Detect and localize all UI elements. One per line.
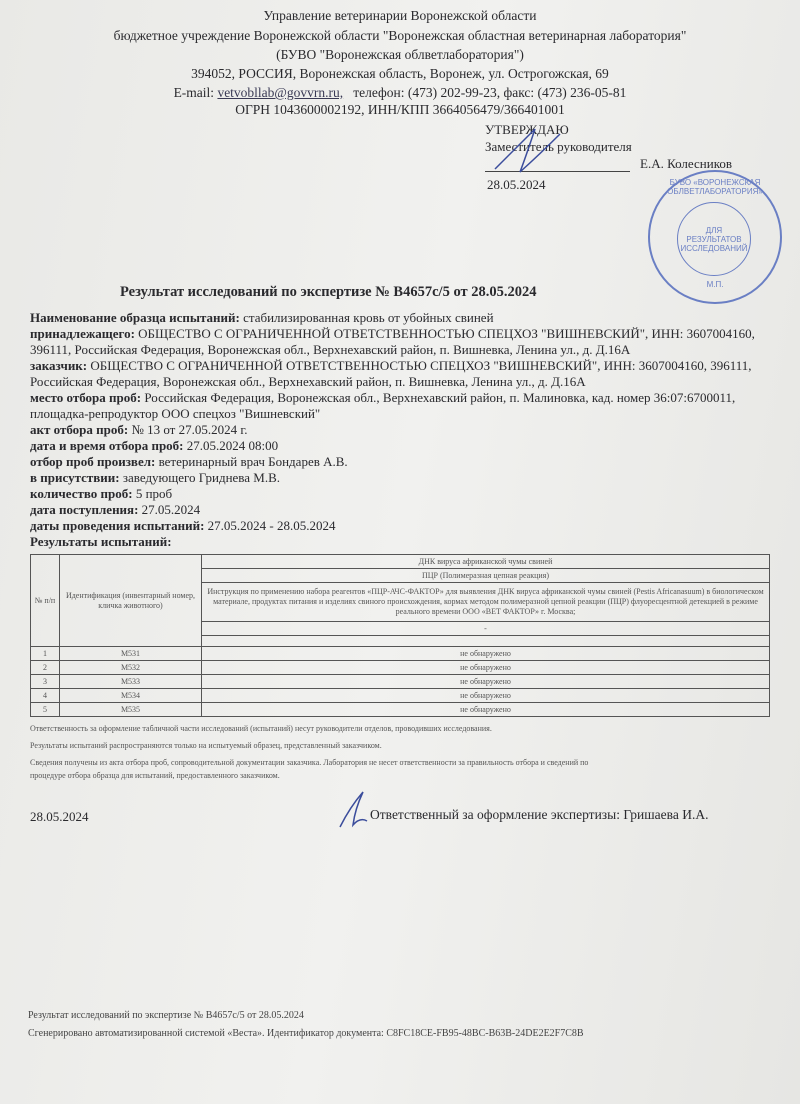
field-sample-name: Наименование образца испытаний: стабилизированная кровь от убойных свиней: [30, 310, 494, 325]
approver-signature: [490, 124, 570, 174]
responsible-person: Ответственный за оформление экспертизы: Гришаева И.А.: [370, 807, 709, 822]
field-present: в присутствии: заведующего Гриднева М.В.: [30, 470, 281, 485]
field-owner: принадлежащего: ОБЩЕСТВО С ОГРАНИЧЕННОЙ ОТВЕТСТВЕННОСТЬЮ СПЕЦХОЗ "ВИШНЕВСКИЙ", ИНН: 3607004160, 396111, Российская Федерация, Воронежская обл., Верхнехавский район, п. Вишневка, Ленина ул., д. Д.16А: [30, 326, 755, 357]
document-body: [30, 310, 770, 829]
sample-details: [30, 310, 770, 550]
table-row: 4 M534 не обнаружено: [31, 689, 770, 703]
table-row: 2 M532 не обнаружено: [31, 661, 770, 675]
stamp-ring-text: БУВО «ВОРОНЕЖСКАЯ ОБЛВЕТЛАБОРАТОРИЯ»: [667, 178, 763, 196]
note-3: Сведения получены из акта отбора проб, сопроводительной документации заказчика. Лаборатория не несет ответственности за правильность отбора и сведений по: [30, 758, 589, 767]
approver-name: Е.А. Колесников: [640, 156, 732, 171]
note-2: Результаты испытаний распространяются только на испытуемый образец, представленный заказчиком.: [30, 741, 382, 750]
footer-line1: Результат исследований по экспертизе № В4657с/5 от 28.05.2024: [28, 1010, 304, 1021]
stamp-mp: М.П.: [706, 280, 724, 289]
header-ogrn: ОГРН 1043600002192, ИНН/КПП 3664056479/366401001: [235, 102, 565, 117]
field-customer: заказчик: ОБЩЕСТВО С ОГРАНИЧЕННОЙ ОТВЕТСТВЕННОСТЬЮ СПЕЦХОЗ "ВИШНЕВСКИЙ", ИНН: 3607004160, 396111, Российская Федерация, Воронежская обл., Верхнехавский район, п. Вишневка, Ленина ул., д. Д.16А: [30, 358, 752, 389]
document-title: Результат исследований по экспертизе № В4657с/5 от 28.05.2024: [120, 284, 537, 300]
stamp-center-text: ДЛЯ РЕЗУЛЬТАТОВ ИССЛЕДОВАНИЙ: [680, 225, 748, 253]
header-address: 394052, РОССИЯ, Воронежская область, Воронеж, ул. Острогожская, 69: [191, 66, 609, 81]
email-link[interactable]: vetvobllab@govvrn.ru,: [217, 85, 344, 100]
approval-date: 28.05.2024: [487, 177, 546, 192]
note-4: процедуре отбора образца для испытаний, предоставленного заказчиком.: [30, 771, 280, 780]
header-line3: (БУВО "Воронежская облветлаборатория"): [276, 47, 524, 62]
approver-position: Заместитель руководителя: [485, 139, 632, 154]
field-sampling-act: акт отбора проб: № 13 от 27.05.2024 г.: [30, 422, 248, 437]
header-line2: бюджетное учреждение Воронежской области "Воронежская областная ветеринарная лаборатория": [113, 28, 687, 43]
email-label: E-mail:: [173, 85, 215, 100]
phones: телефон: (473) 202-99-23, факс: (473) 236-05-81: [353, 85, 627, 100]
col-id: Идентификация (инвентарный номер, кличка животного): [60, 555, 202, 647]
signoff-row: [30, 789, 770, 829]
header-line1: Управление ветеринарии Воронежской области: [263, 8, 537, 23]
header-method: ПЦР (Полимеразная цепная реакция): [202, 569, 770, 583]
official-stamp: [648, 170, 782, 304]
field-received-date: дата поступления: 27.05.2024: [30, 502, 201, 517]
header-instruction: Инструкция по применению набора реагентов «ПЦР-АЧС-ФАКТОР» для выявления ДНК вируса африканской чумы свиней (Pestis Africanasuum) в биологическом материале, продуктах питания и изделиях свиного происхождения, кормах методом полимеразной цепной реакции (ПЦР) флуоресцентной детекцией в режиме реального времени ООО «ВЕТ ФАКТОР» г. Москва;: [202, 583, 770, 622]
header-spacer: [202, 636, 770, 647]
responsible-signature: [335, 789, 375, 829]
table-row: 1 M531 не обнаружено: [31, 647, 770, 661]
header-unit: -: [202, 622, 770, 636]
field-sampled-by: отбор проб произвел: ветеринарный врач Бондарев А.В.: [30, 454, 348, 469]
table-row: 5 M535 не обнаружено: [31, 703, 770, 717]
results-heading: Результаты испытаний:: [30, 534, 172, 549]
header-target: ДНК вируса африканской чумы свиней: [202, 555, 770, 569]
footer-line2: Сгенерировано автоматизированной системой «Веста». Идентификатор документа: C8FC18CE-FB95-48BC-B63B-24DE2E2F7C8B: [28, 1028, 584, 1039]
note-1: Ответственность за оформление табличной части исследований (испытаний) несут руководители отделов, проводивших исследования.: [30, 724, 492, 733]
header-contacts: [0, 85, 800, 101]
table-row: 3 M533 не обнаружено: [31, 675, 770, 689]
field-sampling-place: место отбора проб: Российская Федерация, Воронежская обл., Верхнехавский район, п. Малиновка, кад. номер 36:07:6700011, площадка-репродуктор ООО спецхоз "Вишневский": [30, 390, 736, 421]
field-sampling-datetime: дата и время отбора проб: 27.05.2024 08:00: [30, 438, 279, 453]
col-no: № п/п: [31, 555, 60, 647]
results-table: [30, 554, 770, 717]
approve-label: УТВЕРЖДАЮ: [485, 122, 569, 137]
signoff-date: 28.05.2024: [30, 809, 89, 824]
field-sample-count: количество проб: 5 проб: [30, 486, 173, 501]
field-test-dates: даты проведения испытаний: 27.05.2024 - 28.05.2024: [30, 518, 336, 533]
